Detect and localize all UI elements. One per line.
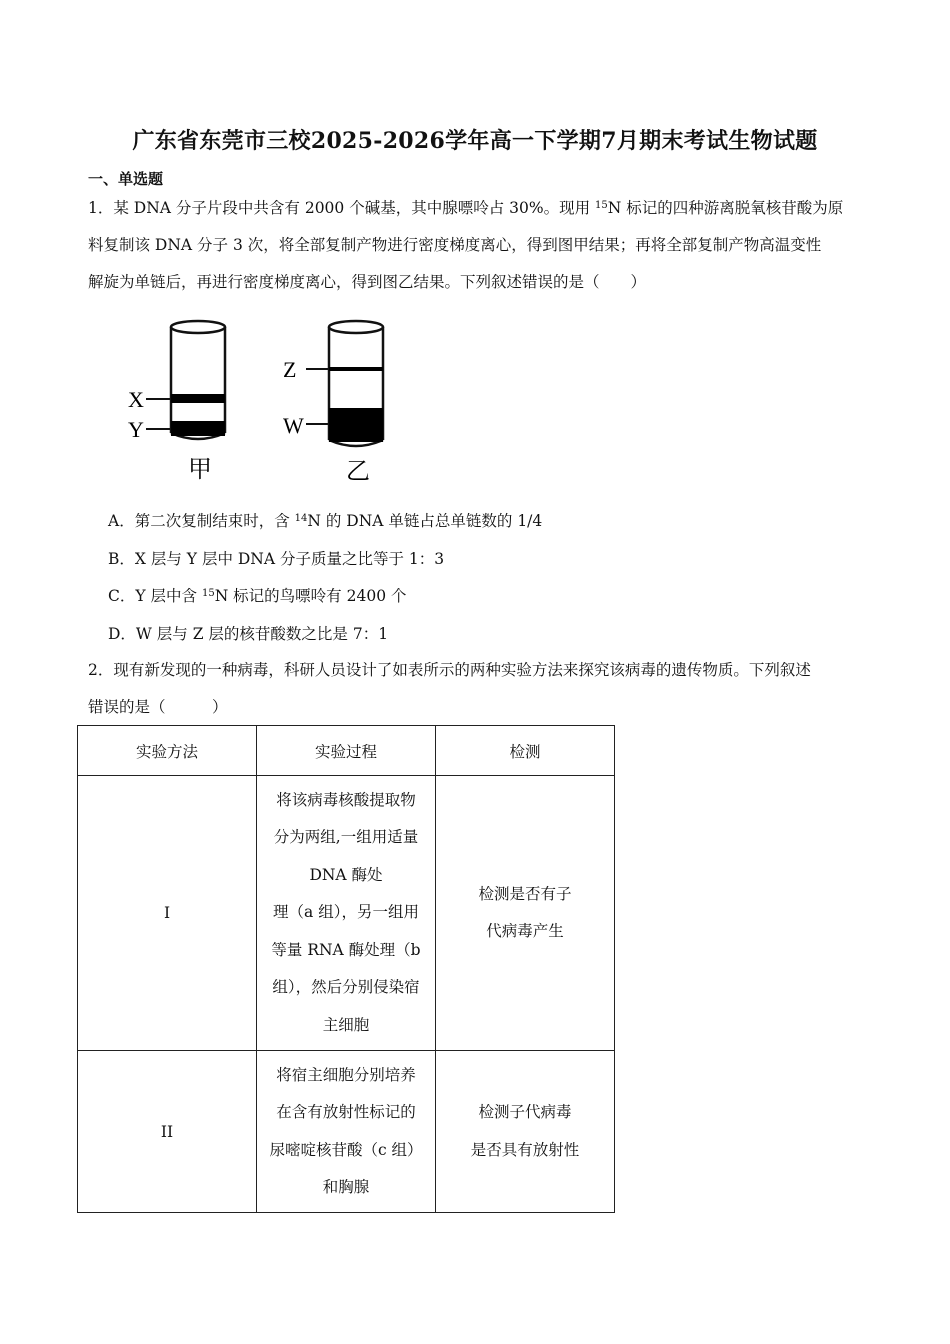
question-2-stem bbox=[88, 652, 868, 726]
caption-yi: 乙 bbox=[346, 457, 370, 485]
q1-option-a: A．第二次复制结束时，含 $^{14}$N 的 DNA 单链占总单链数的 1/4 bbox=[108, 512, 543, 530]
header-method: 实验方法 bbox=[78, 726, 257, 776]
band-w bbox=[329, 408, 383, 442]
q1-line-2: 料复制该 DNA 分子 3 次，将全部复制产物进行密度梯度离心，得到图甲结果；再将全部复制产物高温变性 bbox=[88, 236, 822, 254]
row1-detect: 检测是否有子 代病毒产生 bbox=[436, 776, 615, 1051]
q1-option-d: D．W 层与 Z 层的核苷酸数之比是 7：1 bbox=[108, 625, 389, 643]
tube-yi bbox=[306, 321, 383, 446]
header-detect: 检测 bbox=[436, 726, 615, 776]
row2-process: 将宿主细胞分别培养 在含有放射性标记的 尿嘧啶核苷酸（c 组） 和胸腺 bbox=[257, 1051, 436, 1213]
label-x: X bbox=[128, 387, 144, 412]
q1-line-1: 1．某 DNA 分子片段中共含有 2000 个碱基，其中腺嘌呤占 30%。现用 $^{15}$N 标记的四种游离脱氧核苷酸为原 bbox=[88, 199, 844, 217]
band-y bbox=[171, 421, 225, 436]
caption-jia: 甲 bbox=[188, 455, 212, 483]
row2-method: II bbox=[78, 1051, 257, 1213]
row1-process: 将该病毒核酸提取物 分为两组,一组用适量 DNA 酶处 理（a 组），另一组用 等量 RNA 酶处理（b 组），然后分别侵染宿 主细胞 bbox=[257, 776, 436, 1051]
q2-line-2: 错误的是（ ） bbox=[88, 698, 228, 716]
label-y: Y bbox=[128, 417, 144, 442]
band-x bbox=[171, 394, 225, 403]
question-1-stem bbox=[88, 190, 868, 301]
table-row bbox=[78, 776, 615, 1051]
q1-option-c: C．Y 层中含 $^{15}$N 标记的鸟嘌呤有 2400 个 bbox=[108, 587, 407, 605]
q2-line-1: 2．现有新发现的一种病毒，科研人员设计了如表所示的两种实验方法来探究该病毒的遗传物质。下列叙述 bbox=[88, 661, 811, 679]
row2-detect: 检测子代病毒 是否具有放射性 bbox=[436, 1051, 615, 1213]
table-header-row bbox=[78, 726, 615, 776]
q1-line-3: 解旋为单链后，再进行密度梯度离心，得到图乙结果。下列叙述错误的是（ ） bbox=[88, 273, 647, 291]
q1-option-b: B．X 层与 Y 层中 DNA 分子质量之比等于 1：3 bbox=[108, 550, 445, 568]
section-heading: 一、单选题 bbox=[88, 170, 164, 188]
table-row bbox=[78, 1051, 615, 1213]
label-w: W bbox=[283, 413, 304, 438]
centrifuge-tube-figure bbox=[120, 315, 420, 490]
tube-jia bbox=[146, 321, 225, 439]
header-process: 实验过程 bbox=[257, 726, 436, 776]
row1-method: I bbox=[78, 776, 257, 1051]
label-z: Z bbox=[283, 357, 297, 382]
band-z bbox=[329, 367, 383, 371]
page-title: 广东省东莞市三校2025-2026学年高一下学期7月期末考试生物试题 bbox=[132, 128, 818, 154]
experiment-table bbox=[77, 725, 615, 1213]
